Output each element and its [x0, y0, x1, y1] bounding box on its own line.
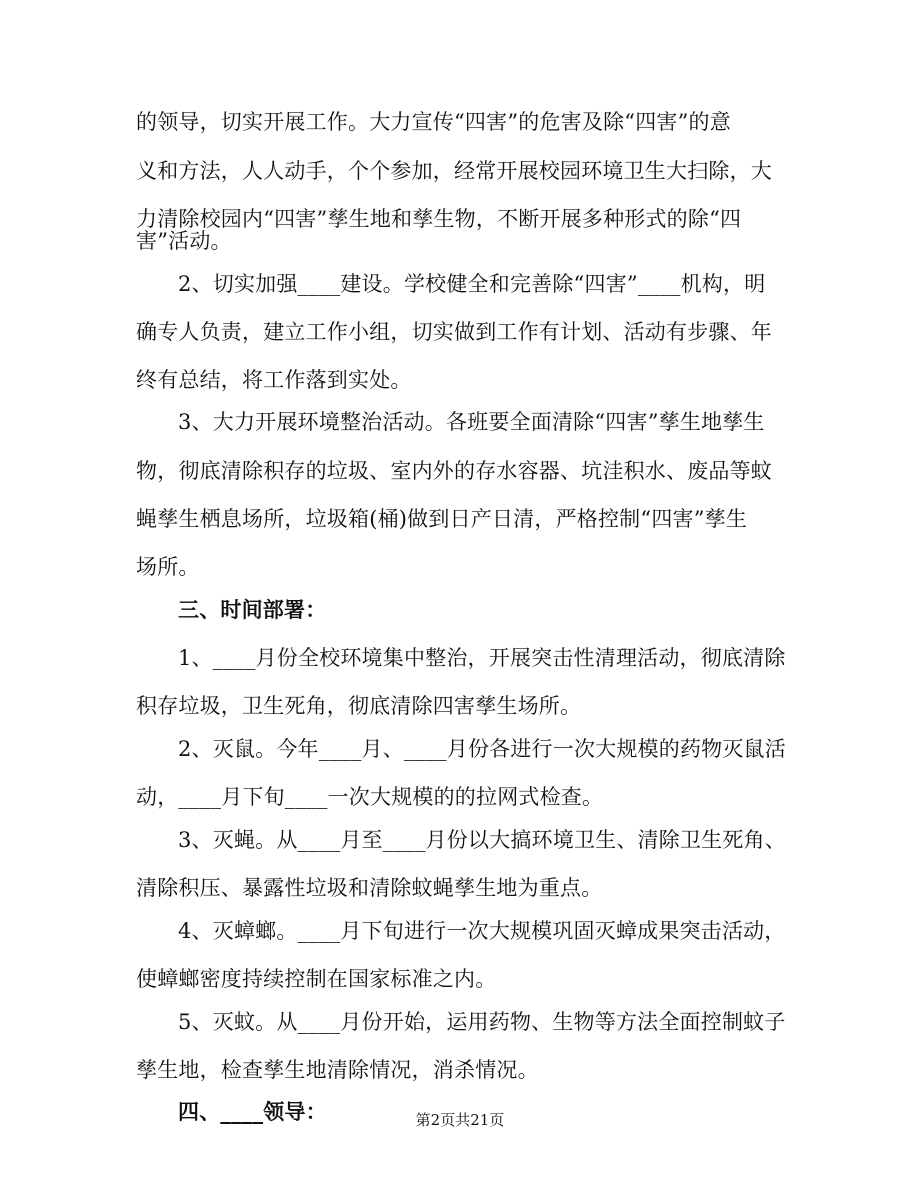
- paragraph-line-10: 蝇孳生栖息场所，垃圾箱(桶)做到日产日清，严格控制“四害”孳生: [136, 507, 748, 531]
- paragraph-line-11: 场所。: [136, 555, 200, 579]
- paragraph-line-4: 害”活动。: [136, 229, 232, 253]
- paragraph-line-9: 物，彻底清除积存的垃圾、室内外的存水容器、坑洼积水、废品等蚊: [136, 459, 772, 483]
- paragraph-line-6: 确专人负责，建立工作小组，切实做到工作有计划、活动有步骤、年: [136, 320, 772, 344]
- paragraph-line-15: 动，____月下旬____一次大规模的的拉网式检查。: [136, 785, 604, 809]
- paragraph-line-7: 终有总结，将工作落到实处。: [136, 368, 412, 392]
- paragraph-line-12: 1、____月份全校环境集中整治，开展突击性清理活动，彻底清除: [178, 646, 786, 670]
- paragraph-line-21: 孳生地，检查孳生地清除情况，消杀情况。: [136, 1058, 539, 1082]
- paragraph-line-17: 清除积压、暴露性垃圾和清除蚊蝇孳生地为重点。: [136, 876, 603, 900]
- paragraph-line-14: 2、灭鼠。今年____月、____月份各进行一次大规模的药物灭鼠活: [178, 737, 786, 761]
- page-number-footer: 第2页共21页: [415, 1111, 505, 1129]
- paragraph-line-16: 3、灭蝇。从____月至____月份以大搞环境卫生、清除卫生死角、: [178, 828, 786, 852]
- section-heading-leadership: 四、____领导：: [178, 1099, 327, 1124]
- paragraph-line-19: 使蟑螂密度持续控制在国家标准之内。: [136, 967, 497, 991]
- section-heading-time-deployment: 三、时间部署：: [178, 597, 327, 622]
- paragraph-line-13: 积存垃圾，卫生死角，彻底清除四害孳生场所。: [136, 694, 582, 718]
- paragraph-line-2: 义和方法，人人动手，个个参加，经常开展校园环境卫生大扫除，大: [136, 159, 772, 183]
- paragraph-line-1: 的领导，切实开展工作。大力宣传“四害”的危害及除“四害”的意: [136, 110, 731, 134]
- paragraph-line-18: 4、灭蟑螂。____月下旬进行一次大规模巩固灭蟑成果突击活动，: [178, 919, 786, 943]
- paragraph-line-8: 3、大力开展环境整治活动。各班要全面清除“四害”孳生地孳生: [178, 410, 765, 434]
- paragraph-line-5: 2、切实加强____建设。学校健全和完善除“四害”____机构，明: [178, 272, 766, 296]
- paragraph-line-3: 力清除校园内“四害”孳生地和孳生物，不断开展多种形式的除“四: [136, 207, 742, 231]
- paragraph-line-20: 5、灭蚊。从____月份开始，运用药物、生物等方法全面控制蚊子: [178, 1010, 786, 1034]
